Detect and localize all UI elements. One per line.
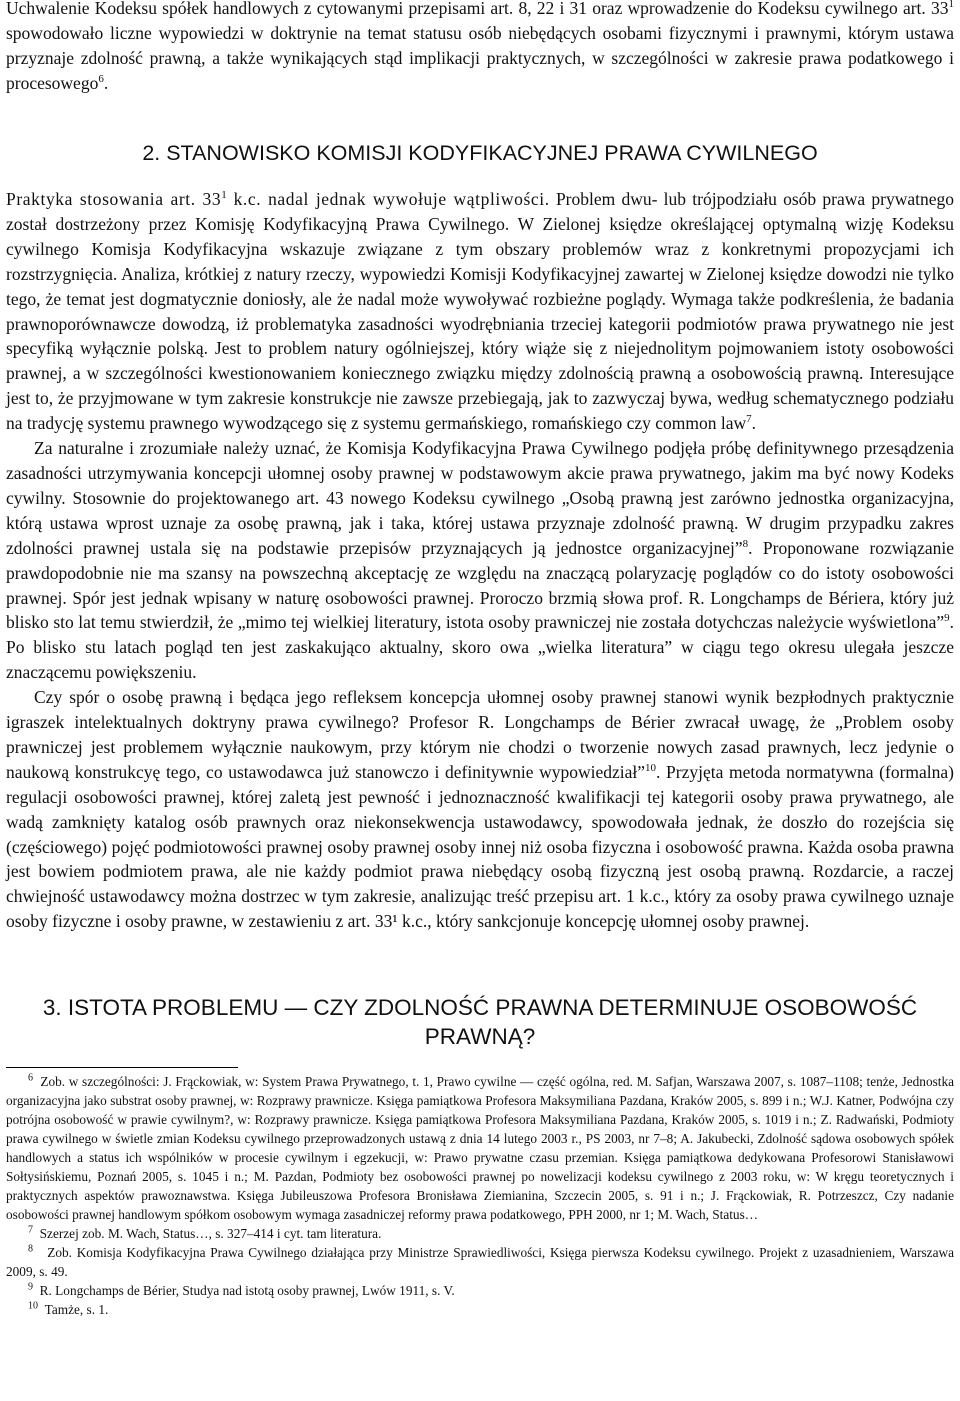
paragraph-text: . (751, 413, 757, 434)
footnote-text: R. Longchamps de Bérier, Studya nad istotą osoby prawnej, Lwów 1911, s. V. (39, 1283, 455, 1298)
footnote-text: Tamże, s. 1. (44, 1302, 109, 1317)
footnote-number: 6 (28, 1072, 33, 1084)
footnote-text: Zob. w szczególności: J. Frąckowiak, w: System Prawa Prywatnego, t. 1, Prawo cywilne — część ogólna, red. M. Safjan, Warszawa 2007, s. 1087–1108; tenże, Jednostka organizacyjna jako substrat osoby prawnej, w: Rozprawy prawnicze. Księga pamiątkowa Profesora Maksymiliana Pazdana, Kraków 2005, s. 899 i n.; W.J. Katner, Podwójna czy potrójna osobowość w prawie cywilnym?, w: Rozprawy prawnicze. Księga pamiątkowa Profesora Maksymiliana Pazdana, Kraków 2005, s. 1019 i n.; Z. Radwański, Podmioty prawa cywilnego w świetle zmian Kodeksu cywilnego przeprowadzonych ustawą z dnia 14 lutego 2003 r., PS 2003, nr 7–8; A. Jakubecki, Zdolność sądowa osobowych spółek handlowych a status ich wspólników w procesie cywilnym i egzekucji, w: Prawo prywatne czasu przemian. Księga pamiątkowa dedykowana Profesorowi Stanisławowi Sołtysińskiemu, Poznań 2005, s. 1045 i n.; M. Pazdan, Podmioty bez osobowości prawnej po nowelizacji kodeksu cywilnego z 2003 roku, w: W kręgu teoretycznych i praktycznych aspektów prawoznawstwa. Księga Jubileuszowa Profesora Bronisława Ziemianina, Szczecin 2005, s. 91 i n.; J. Frąckowiak, R. Potrzeszcz, Czy nadanie osobowości prawnej handlowym spółkom osobowym wymaga zasadniczej reformy prawa podatkowego, PPH 2000, nr 1; M. Wach, Status… (6, 1074, 955, 1222)
footnote-number: 7 (28, 1224, 33, 1236)
paragraph-text: Czy spór o osobę prawną i będąca jego refleksem koncepcja ułomnej osoby prawnej stanowi wynik bezpłodnych praktycznie igraszek intelektualnych doktryny prawa cywilnego? Profesor R. Longchamps de Bérier zwracał uwagę, że „Problem osoby prawniczej jest problemem wyłącznie naukowym, przy którym nie chodzi o tworzenie nowych zasad prawnych, lecz jedynie o naukową konstrukcyę tego, co ustawodawca już stanowczo i definitywnie wypowiedział” (6, 687, 954, 782)
paragraph-text: Analiza, krótkiej z natury rzeczy, wypowiedzi Komisji Kodyfikacyjnej zawartej w Zielonej księdze dowodzi nie tylko tego, że temat jest dogmatycznie doniosły, ale że nadal może wywoływać rozbieżne poglądy. Wymaga także podkreślenia, że badania prawnoporównawcze dowodzą, iż problematyka zasadności wyodrębniania trzeciej kategorii podmiotów prawa prywatnego nie jest specyfiką wyłącznie polską. Jest to problem natury ogólniejszej, który wiąże się z niejednolitym pojmowaniem istoty osobowości prawnej, a w szczególności kwestionowaniem koniecznego związku między zdolnością prawną a osobowością prawną. Interesujące jest to, że przyjmowane w tym zakresie konstrukcje nie zawsze przebiegają, jak to zazwyczaj bywa, według schematycznego podziału na tradycję systemu prawnego wywodzącego się z systemu germańskiego, romańskiego czy common law (6, 263, 954, 434)
footnote-10 (6, 1300, 954, 1319)
intro-text-2: spowodowało liczne wypowiedzi w doktrynie na temat statusu osób niebędących osobami fizycznymi i prawnymi, którym ustawa przyznaje zdolność prawną, a także wynikających stąd implikacji praktycznych, w szczególności w zakresie prawa podatkowego i procesowego (6, 22, 954, 93)
section-2-paragraph-3 (6, 685, 954, 934)
section-2-body (6, 187, 954, 934)
section-3-heading: 3. ISTOTA PROBLEMU — CZY ZDOLNOŚĆ PRAWNA DETERMINUJE OSOBOWOŚĆ PRAWNĄ? (42, 995, 918, 1049)
paragraph-text: . Po blisko stu latach pogląd ten jest zaskakująco aktualny, skoro owa „wielka literatura” w ciągu tego okresu ulegała jeszcze znaczącemu powiększeniu. (6, 612, 954, 683)
footnote-6 (6, 1072, 954, 1224)
intro-text-1: Uchwalenie Kodeksu spółek handlowych z cytowanymi przepisami art. 8, 22 i 31 oraz wprowadzenie do Kodeksu cywilnego art. 33 (6, 0, 949, 18)
paragraph-lead-rest: k.c. nadal jednak wywołuje wątpliwości. (226, 189, 550, 209)
footnote-ref: 1 (948, 0, 954, 11)
paragraph-text: . Proponowane rozwiązanie prawdopodobnie nie ma szansy na powszechną akceptację ze względu na znaczącą polaryzację poglądów co do istoty osobowości prawnej. Spór jest jednak wpisany w naturę osobowości prawnej. Proroczo brzmią słowa prof. R. Longchamps de Bériera, który już blisko sto lat temu stwierdził, że „mimo tej wielkiej literatury, istota osoby prawniczej nie została dotychczas należycie wyświetlona” (6, 537, 954, 633)
footnote-9 (6, 1281, 954, 1300)
paragraph-text: Problem dwu- lub trójpodziału osób prawa prywatnego został dostrzeżony przez Komisję Kodyfikacyjną Prawa Cywilnego. (6, 189, 954, 234)
section-2-paragraph-2 (6, 436, 954, 685)
footnote-text: Zob. Komisja Kodyfikacyjna Prawa Cywilnego działająca przy Ministrze Sprawiedliwości, Księga pierwsza Kodeksu cywilnego. Projekt z uzasadnieniem, Warszawa 2009, s. 49. (6, 1245, 954, 1279)
footnote-ref-9: 9 (944, 612, 950, 625)
footnote-ref-10: 10 (645, 762, 657, 775)
footnote-ref-8: 8 (742, 537, 749, 550)
paragraph-text: Za naturalne i zrozumiałe należy uznać, że Komisja Kodyfikacyjna Prawa Cywilnego podjęła próbę definitywnego przesądzenia zasadności utrzymywania koncepcji ułomnej osoby prawnej w podstawowym akcie prawa prywatnego, jakim ma być nowy Kodeks cywilny. Stosownie do projektowanego art. 43 nowego Kodeksu cywilnego „Osobą prawną jest zarówno jednostka organizacyjna, którą ustawa wprost uznaje za osobę prawną, jak i taka, której ustawa przyznaje zdolność prawną. W drugim przypadku zakres zdolności prawnej ustala się na podstawie przepisów przyznających ją jednostce organizacyjnej” (6, 438, 954, 558)
footnote-7 (6, 1224, 954, 1243)
footnote-ref-6: 6 (98, 72, 104, 85)
footnote-ref-7: 7 (746, 413, 752, 426)
section-2-paragraph-1 (6, 187, 954, 436)
paragraph-text: . Przyjęta metoda normatywna (formalna) regulacji osobowości prawnej, której zaletą jest pewność i jednoznaczność kwalifikacji tej kategorii osoby prawa prywatnego, ale wadą zamknięty katalog osób prawnych oraz niekonsekwencja ustawodawcy, spowodowała jednak, że doszło do rozejścia się (częściowego) pojęć podmiotowości prawnej osoby prawnej osoby innej niż osoba fizyczna i osobowość prawna. Każda osoba prawna jest bowiem podmiotem prawa, ale nie każdy podmiot prawa niebędący osobą fizyczną jest osobą prawną. Rozdarcie, a raczej chwiejność ustawodawcy można dostrzec w tym zakresie, analizując treść przepisu art. 1 k.c., który za osoby prawa cywilnego uznaje osoby fizyczne i osoby prawne, w zestawieniu z art. 33¹ k.c., który sankcjonuje koncepcję ułomnej osoby prawnej. (6, 761, 955, 932)
paragraph-lead: Praktyka stosowania art. 33 (6, 189, 222, 209)
footnote-number: 10 (28, 1300, 38, 1312)
section-2-heading: 2. STANOWISKO KOMISJI KODYFIKACYJNEJ PRAWA CYWILNEGO (142, 141, 818, 165)
paragraph-text: W Zielonej księdze określającej optymalną wizję Kodeksu cywilnego Komisja Kodyfikacyjna wskazuje związane z tym obszary problemów wraz z konkretnymi propozycjami ich rozstrzygnięcia. (6, 213, 954, 284)
footnote-separator (6, 1067, 238, 1068)
footnotes (6, 1072, 954, 1319)
intro-text-3: . (103, 72, 109, 93)
intro-paragraph (6, 0, 954, 96)
footnote-ref: 1 (221, 189, 227, 202)
footnote-number: 9 (28, 1281, 33, 1293)
footnote-text: Szerzej zob. M. Wach, Status…, s. 327–414 i cyt. tam literatura. (39, 1226, 382, 1241)
footnote-8 (6, 1243, 954, 1281)
footnote-number: 8 (28, 1243, 33, 1255)
